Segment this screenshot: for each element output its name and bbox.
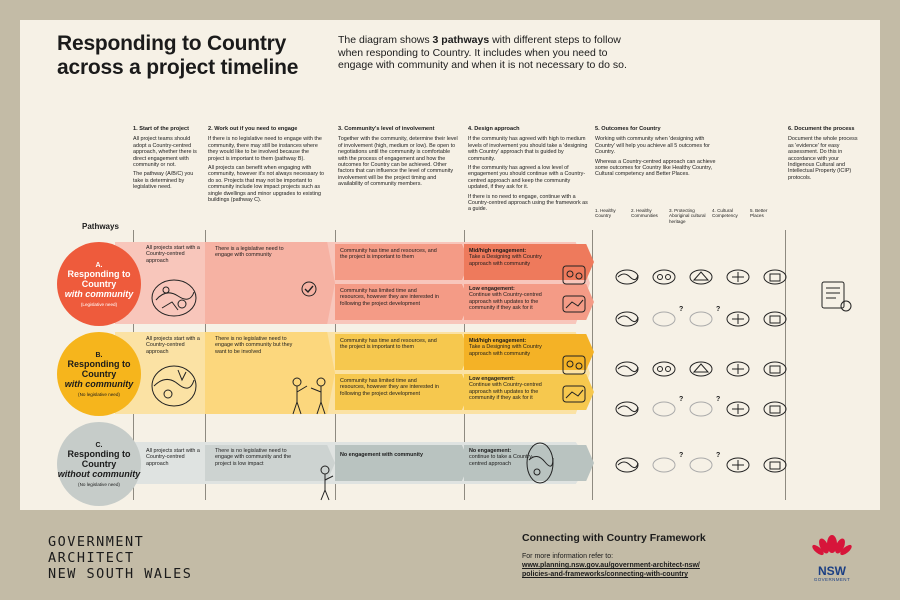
cell-text: There is no legislative need to engage with community but they want to be involved [215,336,293,355]
cell-text: All projects start with a Country-centred approach [146,245,200,264]
cell-text: Community has limited time and resources, however they are interested in following the project development [340,288,439,307]
org-logotype [48,534,192,582]
country-illustration [148,360,200,410]
person-illustration [315,464,335,504]
poster [20,20,880,510]
engagement-illustration [560,350,588,380]
country-illustration [148,270,200,320]
step-title: 5. Outcomes for Country [595,126,661,132]
pathway-name: with community [64,288,134,299]
info-link[interactable]: policies-and-frameworks/connecting-with-country [522,571,689,578]
step-title: 6. Document the process [788,126,855,132]
step-text: All project teams should adopt a Country-centred approach, whether there is direct engagement with community or not. [133,136,197,169]
engagement-illustration [560,292,588,318]
healthy-communities-icon [651,306,684,328]
intro-text [338,34,628,72]
better-places-icon [762,456,788,474]
step-3 [338,126,458,191]
footer [0,510,900,600]
step-text: Whereas a Country-centred approach can achieve some outcomes for Country like Healthy Country, Cultural competency and Better Places. [595,158,716,178]
cell-bold: Low engagement: [469,376,515,382]
outcome-label: 3. Protecting Aboriginal cultural heritage [669,208,706,224]
page-title: Responding to Country across a project timeline [57,32,299,79]
cell-bold: Low engagement: [469,286,515,292]
outcome-icons-row [614,360,799,378]
better-places-icon [762,400,788,418]
healthy-country-icon [614,360,640,378]
check-icon [300,280,320,298]
cultural-heritage-icon [688,396,721,418]
healthy-country-icon [614,400,640,418]
pathway-name: with community [64,378,134,389]
healthy-communities-icon [651,396,684,418]
step-title: 4. Design approach [468,126,520,132]
cell-text: All projects start with a Country-centred approach [146,448,200,467]
healthy-communities-icon [651,268,677,286]
step-title: 3. Community's level of involvement [338,126,435,132]
cultural-competency-icon [725,268,751,286]
cell-text [469,376,549,402]
cell-normal: continue to take a Country-centred approach [469,454,534,467]
cultural-heritage-icon [688,360,714,378]
cell-text: Community has limited time and resources, however they are interested in following the project development [340,378,439,397]
cell-text [469,338,547,357]
pathway-name: Responding to Country [67,268,131,289]
pathways-label: Pathways [82,222,119,231]
step-title: 1. Start of the project [133,126,189,132]
engagement-illustration [560,382,588,408]
pathway-letter: C. [95,441,103,449]
step-1 [133,126,201,194]
cell-text [469,248,547,267]
healthy-country-icon [614,456,640,474]
question-mark: ? [716,396,721,403]
intro-bold: 3 pathways [432,34,490,46]
cell-bold: Mid/high engagement: [469,248,527,254]
healthy-country-icon [614,310,640,328]
cultural-competency-icon [725,310,751,328]
pathway-a-circle [57,242,141,326]
cell-text: No engagement with community [340,452,423,458]
cultural-competency-icon [725,360,751,378]
cell-text [469,286,549,312]
cell-bold: No engagement: [469,448,512,454]
healthy-communities-icon [651,452,684,474]
info-link[interactable]: www.planning.nsw.gov.au/government-architect-nsw/ [522,562,700,569]
step-text: If there is no need to engage, continue with a Country-centred approach using the framework as a guide. [468,193,588,213]
pathway-name: Responding to Country [67,448,131,469]
cell-text: Community has time and resources, and the project is important to them [340,248,437,261]
nsw-logo [808,530,856,582]
more-info-label: For more information refer to: [522,553,614,560]
org-line: ARCHITECT [48,550,135,566]
intro-part2: with different steps to follow when responding to Country. It includes when you need to engage with community and when it is not necessary to do so. [338,34,627,71]
people-illustration [285,372,335,416]
question-mark: ? [716,306,721,313]
better-places-icon [762,360,788,378]
step-text: If the community has agreed with high to medium levels of involvement you should take a 'designing with Country' approach that is guided by community. [468,136,588,162]
question-mark: ? [679,452,684,459]
cell-normal: Continue with Country-centred approach with updates to the community if they ask for it [469,382,542,402]
step-text: All projects can benefit when engaging with community, however it's not always necessary to do so. Projects that may not be important to community include low impact projects such as single dwellings and minor upgrades to existing buildings (pathway C). [208,165,324,204]
outcome-icons-row [614,306,799,328]
nsw-wordmark: NSW [818,564,846,578]
outcome-label: 1. Healthy Country [595,208,616,219]
better-places-icon [762,268,788,286]
gov-wordmark: GOVERNMENT [813,577,851,582]
step-title: 2. Work out if you need to engage [208,126,298,132]
step-text: Together with the community, determine their level of involvement (high, medium or low). Be open to negotiations until the community is comfortable with the process of engagement and how the outcomes for Country can be achieved. Other factors that can influence the level of community involvement will be the project timing and availability of community members. [338,136,458,188]
more-info [522,552,700,579]
cell-text: All projects start with a Country-centred approach [146,336,200,355]
pathway-c-circle [57,422,141,506]
outcome-icons-row [614,396,799,418]
pathway-sub: (No legislative need) [78,391,120,397]
cell-bold: Mid/high engagement: [469,338,527,344]
waratah-icon [812,530,852,558]
outcome-label: 2. Healthy Communities [631,208,658,219]
cultural-heritage-icon [688,306,721,328]
cultural-competency-icon [725,456,751,474]
step-text: If the community has agreed a low level of engagement you should continue with a Country-centred approach and keep the community updated, if they ask for it. [468,165,586,191]
pathway-c-step3 [335,445,470,481]
org-line: NEW SOUTH WALES [48,566,193,582]
step-4 [468,126,588,216]
cultural-competency-icon [725,400,751,418]
intro-part1: The diagram shows [338,34,433,46]
pathway-name: Responding to Country [67,358,131,379]
step-text: Document the whole process as 'evidence' for easy assessment. Do this in accordance with your Indigenous Cultural and Intellectual Property (ICIP) protocols. [788,136,858,181]
step-2 [208,126,326,206]
pathway-b-circle [57,332,141,416]
healthy-country-icon [614,268,640,286]
question-mark: ? [679,396,684,403]
outcome-icons-row [614,268,799,286]
org-line: GOVERNMENT [48,534,145,550]
cultural-heritage-icon [688,268,714,286]
pathway-name: without community [57,468,141,479]
question-mark: ? [679,306,684,313]
cultural-heritage-icon [688,452,721,474]
step-6 [788,126,860,184]
pathway-sub: (Legislative need) [80,301,118,307]
healthy-communities-icon [651,360,677,378]
step-text: If there is no legislative need to engage with the community, there may still be instances where they would like to be involved because the project is important to them (pathway B). [208,136,322,162]
step-5 [595,126,725,181]
cell-text: Community has time and resources, and the project is important to them [340,338,437,351]
outcome-icons-row [614,452,799,474]
document-illustration [816,278,854,314]
cell-normal: Take a Designing with Country approach with community [469,344,542,357]
better-places-icon [762,310,788,328]
step-text: The pathway (A/B/C) you take is determined by legislative need. [133,171,194,191]
cell-text: There is a legislative need to engage with community [215,246,284,259]
outcome-label: 4. Cultural Competency [712,208,738,219]
cell-text: There is no legislative need to engage with community and the project is low impact [215,448,292,467]
cell-normal: Continue with Country-centred approach with updates to the community if they ask for it [469,292,542,312]
step-text: Working with community when 'designing with Country' will help you achieve all 5 outcomes for Country. [595,136,710,156]
framework-title: Connecting with Country Framework [522,532,706,544]
country-centred-illustration [525,440,555,486]
question-mark: ? [716,452,721,459]
pathway-letter: A. [95,261,103,269]
pathway-letter: B. [95,351,103,359]
outcome-label: 5. Better Places [750,208,768,219]
pathway-sub: (No legislative need) [78,481,120,487]
engagement-illustration [560,260,588,290]
cell-normal: Take a Designing with Country approach with community [469,254,542,267]
